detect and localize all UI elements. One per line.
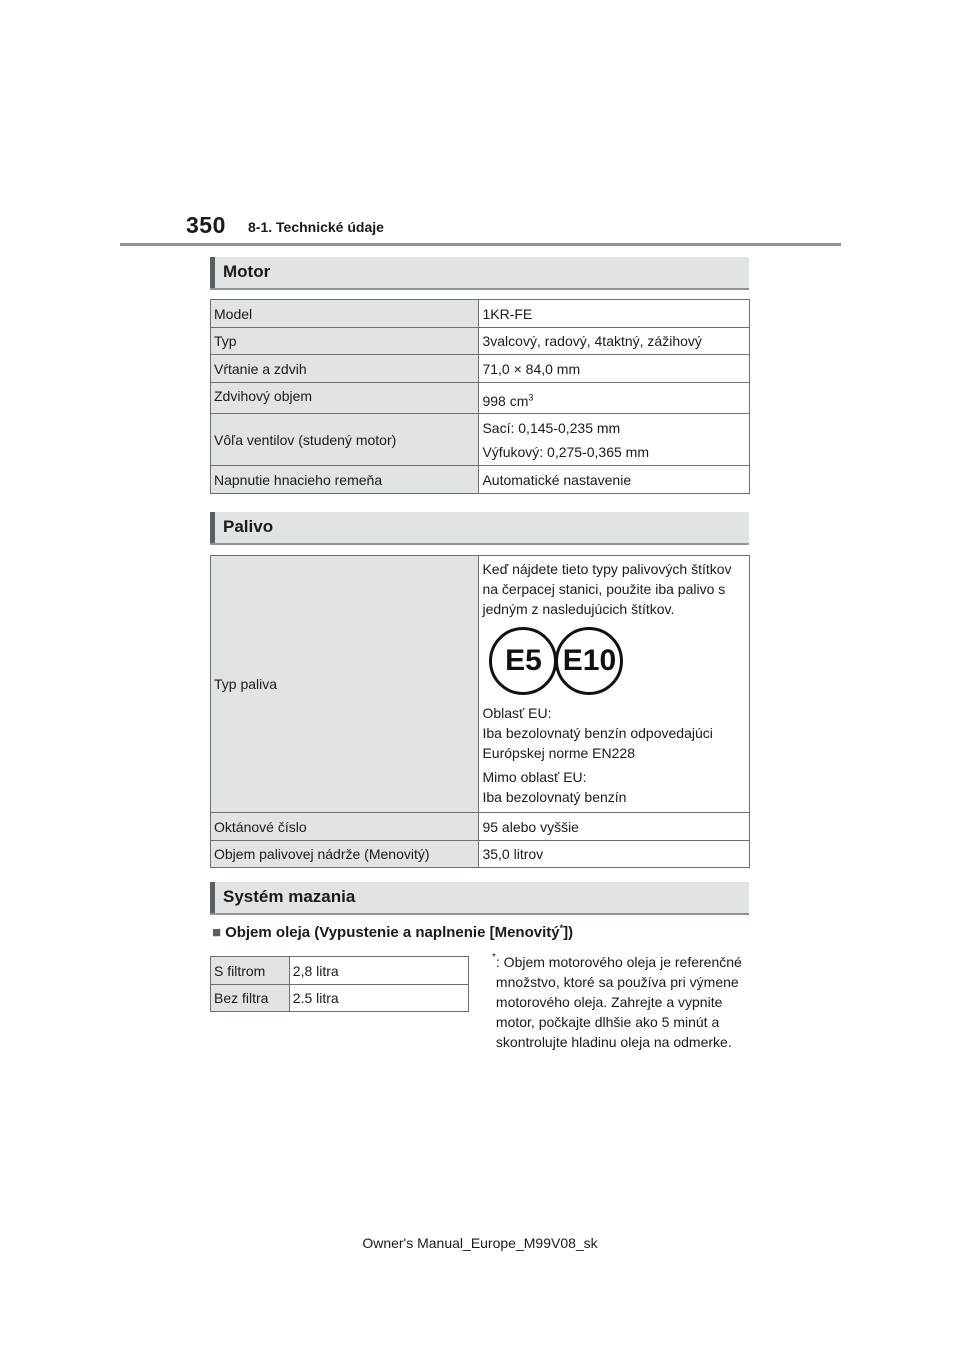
header-divider xyxy=(120,243,841,246)
spec-value xyxy=(479,414,750,466)
table-row xyxy=(211,466,750,494)
table-row xyxy=(211,556,750,813)
heading-accent-bar xyxy=(210,257,215,288)
spec-value: 35,0 litrov xyxy=(479,841,750,868)
spec-key: Objem palivovej nádrže (Menovitý) xyxy=(211,841,479,868)
fuel-intro-text: Keď nájdete tieto typy palivových štítkov na čerpacej stanici, použite iba palivo s jedným z nasledujúcich štítkov. xyxy=(482,561,732,617)
spec-value: 2.5 litra xyxy=(289,985,468,1012)
motor-table xyxy=(210,299,750,494)
square-bullet-icon: ■ xyxy=(212,924,222,941)
table-row xyxy=(211,328,750,355)
footnote-mark: * xyxy=(492,952,496,963)
spec-key: Model xyxy=(211,300,479,328)
spec-key: Zdvihový objem xyxy=(211,383,479,414)
motor-heading-band xyxy=(210,257,749,290)
non-eu-text: Iba bezolovnatý benzín xyxy=(482,789,627,805)
oil-capacity-heading xyxy=(212,924,573,941)
eu-text: Iba bezolovnatý benzín odpovedajúci Európskej norme EN228 xyxy=(482,725,713,761)
motor-heading: Motor xyxy=(223,262,271,281)
table-row xyxy=(211,985,469,1012)
table-row xyxy=(211,813,750,841)
spec-key: Bez filtra xyxy=(211,985,290,1012)
spec-key: Vôľa ventilov (studený motor) xyxy=(211,414,479,466)
e5-label-icon: E5 xyxy=(489,627,557,695)
table-row xyxy=(211,841,750,868)
oil-capacity-heading-end: ]) xyxy=(563,924,574,941)
table-row xyxy=(211,414,750,466)
table-row xyxy=(211,300,750,328)
spec-value xyxy=(479,383,750,414)
page-number: 350 xyxy=(186,212,226,238)
non-eu-title: Mimo oblasť EU: xyxy=(482,769,587,785)
spec-key: S filtrom xyxy=(211,957,290,985)
footnote-text: : Objem motorového oleja je referenčné množstvo, ktoré sa používa pri výmene motorového oleja. Zahrejte a vypnite motor, počkajte dlhšie ako 5 minút a skontrolujte hladinu oleja na odmerke. xyxy=(495,954,742,1050)
fuel-type-value xyxy=(479,556,750,813)
spec-key: Typ xyxy=(211,328,479,355)
section-title: 8-1. Technické údaje xyxy=(248,219,384,235)
table-row xyxy=(211,957,469,985)
palivo-heading-band xyxy=(210,512,749,545)
oil-table xyxy=(210,956,469,1012)
intake-clearance: Sací: 0,145-0,235 mm xyxy=(482,419,621,436)
asterisk-mark: * xyxy=(559,923,564,933)
spec-key: Oktánové číslo xyxy=(211,813,479,841)
spec-key: Typ paliva xyxy=(211,556,479,813)
exhaust-clearance: Výfukový: 0,275-0,365 mm xyxy=(482,443,649,460)
mazanie-heading-band xyxy=(210,882,749,915)
fuel-labels xyxy=(482,627,745,697)
e10-label-icon: E10 xyxy=(555,627,623,695)
spec-value: 3valcový, radový, 4taktný, zážihový xyxy=(479,328,750,355)
spec-value: 95 alebo vyššie xyxy=(479,813,750,841)
superscript-3: 3 xyxy=(528,392,534,403)
spec-value: 1KR-FE xyxy=(479,300,750,328)
oil-capacity-heading-text: Objem oleja (Vypustenie a naplnenie [Menovitý xyxy=(225,924,560,941)
footer: Owner's Manual_Europe_M99V08_sk xyxy=(362,1235,598,1251)
spec-value: Automatické nastavenie xyxy=(479,466,750,494)
eu-title: Oblasť EU: xyxy=(482,705,552,721)
mazanie-heading: Systém mazania xyxy=(223,887,356,906)
palivo-table xyxy=(210,555,750,868)
spec-key: Napnutie hnacieho remeňa xyxy=(211,466,479,494)
spec-value: 71,0 × 84,0 mm xyxy=(479,355,750,383)
spec-value: 2,8 litra xyxy=(289,957,468,985)
displacement-value: 998 cm xyxy=(482,393,529,409)
table-row xyxy=(211,355,750,383)
heading-accent-bar xyxy=(210,882,215,913)
table-row xyxy=(211,383,750,414)
footnote xyxy=(492,952,752,1052)
heading-accent-bar xyxy=(210,512,215,543)
spec-key: Vŕtanie a zdvih xyxy=(211,355,479,383)
palivo-heading: Palivo xyxy=(223,517,274,536)
